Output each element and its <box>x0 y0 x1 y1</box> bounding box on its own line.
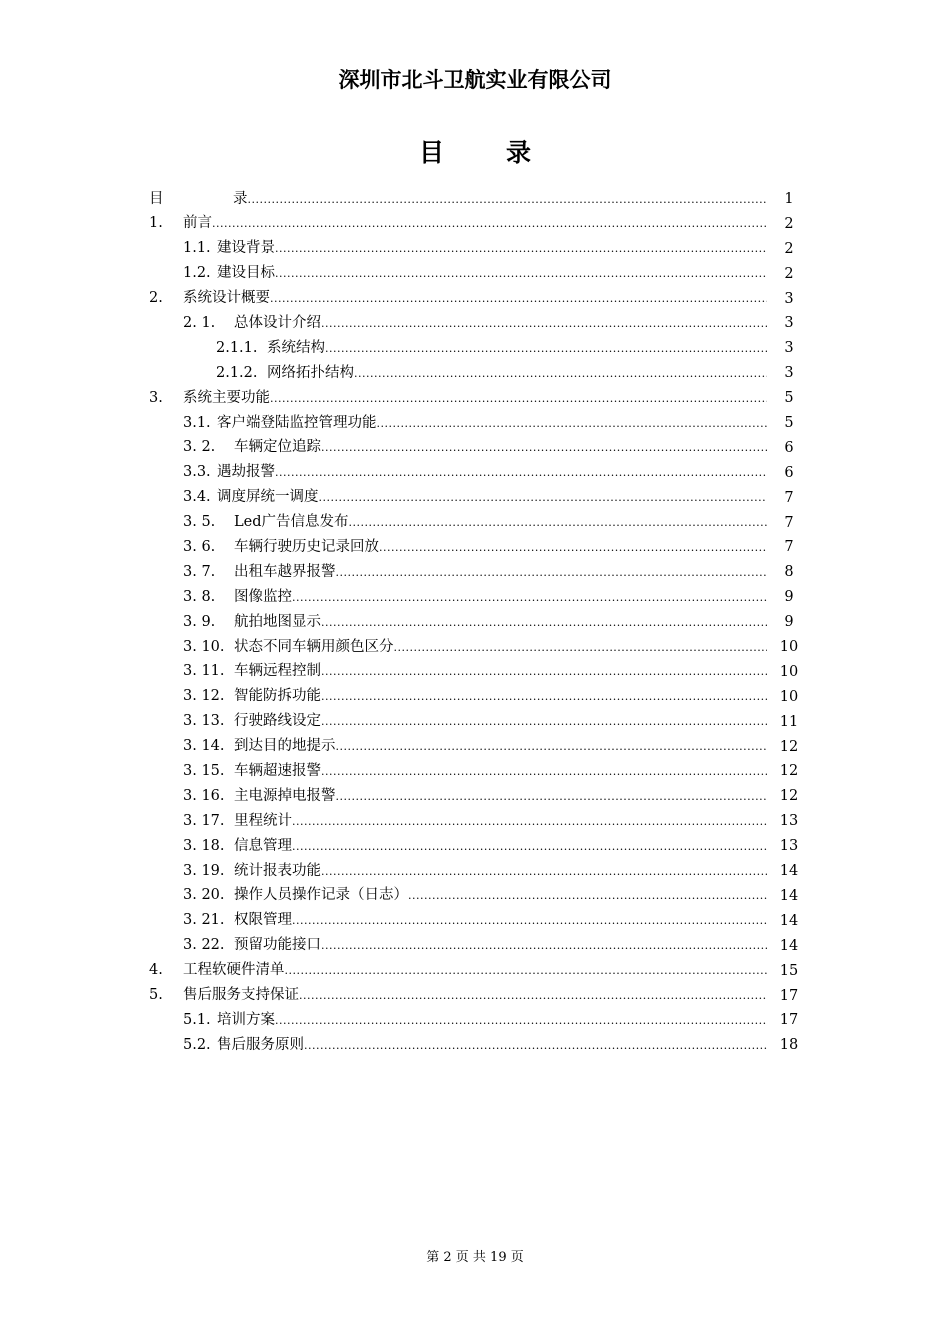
dot-leader <box>248 188 768 213</box>
toc-entry-page: 3 <box>784 290 794 307</box>
dot-leader <box>275 262 767 287</box>
toc-entry-text <box>149 933 777 959</box>
toc-entry-text <box>149 709 777 735</box>
toc-entry-page: 13 <box>779 813 799 830</box>
toc-entry-number: 3. 17. <box>183 812 225 829</box>
toc-entry-text <box>149 187 777 213</box>
toc-entry-number: 3. 12. <box>183 688 225 705</box>
toc-entry[interactable] <box>149 262 801 287</box>
dot-leader <box>319 486 768 511</box>
toc-entry-number: 1.2. <box>183 265 211 282</box>
toc-entry-page: 7 <box>784 539 794 556</box>
toc-entry[interactable] <box>149 411 801 436</box>
toc-entry[interactable] <box>149 461 801 486</box>
dot-leader <box>275 1009 767 1034</box>
toc-entry[interactable] <box>149 511 801 536</box>
toc-entry-text <box>149 411 777 437</box>
toc-entry[interactable] <box>149 610 801 635</box>
toc-entry-text <box>149 859 777 885</box>
toc-entry-label: 工程软硬件清单 <box>183 962 285 979</box>
dot-leader <box>275 237 767 262</box>
toc-entry-label: 操作人员操作记录（日志） <box>234 887 408 904</box>
toc-entry-page: 2 <box>784 215 794 232</box>
toc-entry-number: 1.1. <box>183 240 211 257</box>
dot-leader <box>349 511 768 536</box>
dot-leader <box>285 959 768 984</box>
toc-entry-text <box>149 261 777 287</box>
toc-entry-text <box>149 834 777 860</box>
toc-entry-text <box>149 211 777 237</box>
page-footer: 第 2 页 共 19 页 <box>426 1250 524 1265</box>
toc-entry-page: 14 <box>779 937 799 954</box>
toc-entry[interactable] <box>149 784 801 809</box>
toc-entry-number: 1. <box>149 215 163 232</box>
toc-entry-label: 车辆远程控制 <box>234 663 321 680</box>
toc-entry-label: 售后服务原则 <box>217 1036 304 1053</box>
toc-entry-label: 到达目的地提示 <box>234 738 336 755</box>
dot-leader <box>321 710 767 735</box>
toc-entry[interactable] <box>149 1033 801 1058</box>
dot-leader <box>325 337 767 362</box>
toc-entry-page: 7 <box>784 489 794 506</box>
toc-entry-page: 10 <box>779 688 799 705</box>
company-name: 深圳市北斗卫航实业有限公司 <box>338 68 612 92</box>
toc-entry-label: Led广告信息发布 <box>234 514 349 531</box>
toc-entry-text <box>149 361 777 387</box>
dot-leader <box>321 436 767 461</box>
toc-entry-page: 13 <box>779 838 799 855</box>
toc-entry-text <box>149 585 777 611</box>
toc-entry-number: 3.4. <box>183 489 211 506</box>
toc-entry-number: 5.2. <box>183 1036 211 1053</box>
table-of-contents <box>149 187 801 1058</box>
dot-leader <box>321 685 767 710</box>
toc-entry-number: 3. 9. <box>183 613 216 630</box>
toc-entry-label: 售后服务支持保证 <box>183 987 299 1003</box>
toc-entry-page: 17 <box>779 987 799 1004</box>
toc-entry-label: 前言 <box>183 215 212 232</box>
toc-entry-number: 3. 15. <box>183 762 225 779</box>
toc-entry-page: 10 <box>779 639 799 656</box>
toc-entry-text <box>149 460 777 486</box>
toc-entry[interactable] <box>149 710 801 735</box>
toc-entry-number: 3. 7. <box>183 563 216 580</box>
toc-entry[interactable] <box>149 809 801 834</box>
toc-entry-text <box>149 1008 777 1034</box>
toc-entry-page: 1 <box>784 191 794 207</box>
toc-entry[interactable] <box>149 635 801 660</box>
toc-entry-page: 8 <box>784 564 794 581</box>
toc-entry[interactable] <box>149 237 801 262</box>
toc-entry-page: 3 <box>784 315 794 332</box>
toc-entry-text <box>149 435 777 461</box>
toc-entry[interactable] <box>149 660 801 685</box>
toc-entry-text <box>149 510 777 536</box>
toc-entry[interactable] <box>149 336 801 361</box>
toc-entry-number: 3.3. <box>183 464 211 481</box>
toc-entry-label: 客户端登陆监控管理功能 <box>217 414 377 431</box>
toc-entry-label: 建设目标 <box>217 265 275 282</box>
toc-entry-label: 出租车越界报警 <box>234 563 336 580</box>
dot-leader <box>270 387 767 412</box>
toc-entry[interactable] <box>149 212 801 237</box>
toc-entry-number: 3. 21. <box>183 912 225 929</box>
dot-leader <box>212 212 767 237</box>
toc-entry-label: 里程统计 <box>234 812 292 829</box>
toc-entry[interactable] <box>149 486 801 511</box>
toc-entry[interactable] <box>149 959 801 984</box>
toc-entry-text <box>149 809 777 835</box>
toc-entry[interactable] <box>149 311 801 336</box>
toc-entry-text <box>149 759 777 785</box>
toc-entry-label: 网络拓扑结构 <box>267 364 354 381</box>
toc-entry-page: 5 <box>784 415 794 432</box>
toc-entry-label: 车辆超速报警 <box>234 762 321 779</box>
toc-entry[interactable] <box>149 735 801 760</box>
toc-title: 目录 <box>418 138 593 167</box>
toc-entry-number: 3. 8. <box>183 588 216 605</box>
dot-leader <box>321 760 767 785</box>
dot-leader <box>299 984 767 1009</box>
toc-entry-number: 3. 13. <box>183 713 225 730</box>
toc-entry-page: 11 <box>779 713 799 730</box>
toc-entry-number: 5.1. <box>183 1011 211 1028</box>
toc-entry-label: 车辆行驶历史记录回放 <box>234 538 379 555</box>
dot-leader <box>292 835 767 860</box>
toc-entry[interactable] <box>149 560 801 585</box>
dot-leader <box>321 934 767 959</box>
toc-entry-number: 4. <box>149 962 163 979</box>
toc-entry-number: 3. 18. <box>183 837 225 854</box>
dot-leader <box>336 785 768 810</box>
toc-entry-text <box>149 684 777 710</box>
toc-entry-page: 2 <box>784 240 794 257</box>
toc-entry[interactable] <box>149 834 801 859</box>
toc-entry[interactable] <box>149 361 801 386</box>
toc-entry-label: 系统结构 <box>267 339 325 356</box>
dot-leader <box>336 561 768 586</box>
dot-leader <box>321 611 767 636</box>
toc-entry[interactable] <box>149 287 801 312</box>
toc-entry-text <box>149 286 777 312</box>
toc-entry-text <box>149 883 777 909</box>
toc-entry-page: 7 <box>784 514 794 531</box>
toc-entry[interactable] <box>149 386 801 411</box>
toc-entry-label: 状态不同车辆用颜色区分 <box>234 638 394 655</box>
dot-leader <box>292 810 767 835</box>
toc-entry-page: 12 <box>779 788 799 805</box>
toc-entry-label: 行驶路线设定 <box>234 713 321 730</box>
toc-entry-label: 航拍地图显示 <box>234 613 321 630</box>
toc-entry[interactable] <box>149 585 801 610</box>
toc-entry-page: 18 <box>779 1037 799 1054</box>
toc-entry-number: 2. 1. <box>183 314 216 331</box>
dot-leader <box>336 735 768 760</box>
toc-entry-label: 系统设计概要 <box>183 290 270 307</box>
toc-entry-page: 3 <box>784 340 794 357</box>
toc-entry-text <box>149 386 777 412</box>
toc-entry-page: 14 <box>779 887 799 904</box>
toc-entry-label: 权限管理 <box>234 912 292 929</box>
toc-entry-label: 录 <box>233 190 248 207</box>
toc-entry[interactable] <box>149 984 801 1009</box>
toc-entry-text <box>149 336 777 362</box>
toc-entry-number: 3. 14. <box>183 738 225 755</box>
toc-entry[interactable] <box>149 934 801 959</box>
toc-entry-text <box>149 734 777 760</box>
toc-entry-page: 12 <box>779 763 799 780</box>
toc-entry-page: 17 <box>779 1012 799 1029</box>
toc-entry[interactable] <box>149 1008 801 1033</box>
toc-entry-text <box>149 236 777 262</box>
toc-entry-text <box>149 535 777 561</box>
toc-entry-number: 3. 5. <box>183 514 216 531</box>
toc-entry-label: 培训方案 <box>217 1011 275 1028</box>
toc-entry[interactable] <box>149 759 801 784</box>
toc-entry-number: 3. 6. <box>183 538 216 555</box>
toc-entry-label: 调度屏统一调度 <box>217 489 319 506</box>
dot-leader <box>275 461 767 486</box>
toc-entry-number: 目 <box>149 190 164 207</box>
toc-entry-text <box>149 908 777 934</box>
toc-entry-page: 9 <box>784 614 794 631</box>
dot-leader <box>377 412 768 437</box>
dot-leader <box>270 287 767 312</box>
toc-entry[interactable] <box>149 859 801 884</box>
toc-entry-text <box>149 1033 777 1059</box>
toc-entry-label: 遇劫报警 <box>217 464 275 481</box>
toc-entry-page: 14 <box>779 912 799 929</box>
toc-entry-number: 3.1. <box>183 414 211 431</box>
toc-entry-text <box>149 485 777 511</box>
toc-entry-text <box>149 983 777 1009</box>
toc-entry-label: 主电源掉电报警 <box>234 787 336 804</box>
toc-entry-number: 2.1.2. <box>216 364 258 381</box>
dot-leader <box>321 660 767 685</box>
toc-entry-number: 3. 10. <box>183 638 225 655</box>
toc-entry-number: 3. 16. <box>183 787 225 804</box>
toc-entry-number: 3. <box>149 389 163 406</box>
dot-leader <box>292 586 767 611</box>
toc-entry-page: 6 <box>784 439 794 456</box>
toc-entry[interactable] <box>149 884 801 909</box>
toc-entry-page: 6 <box>784 464 794 481</box>
toc-entry-page: 5 <box>784 390 794 407</box>
toc-entry[interactable] <box>149 187 801 212</box>
toc-entry-label: 图像监控 <box>234 588 292 605</box>
toc-entry-page: 12 <box>779 738 799 755</box>
dot-leader <box>379 536 767 561</box>
toc-entry[interactable] <box>149 535 801 560</box>
toc-entry-text <box>149 311 777 337</box>
toc-entry-page: 10 <box>779 663 799 680</box>
toc-entry-label: 车辆定位追踪 <box>234 439 321 456</box>
toc-entry-text <box>149 958 777 984</box>
toc-entry-number: 5. <box>149 987 163 1003</box>
toc-entry-number: 3. 2. <box>183 439 216 456</box>
toc-entry-page: 14 <box>779 863 799 880</box>
toc-entry-label: 统计报表功能 <box>234 862 321 879</box>
toc-entry-page: 9 <box>784 589 794 606</box>
dot-leader <box>321 860 767 885</box>
toc-entry-text <box>149 784 777 810</box>
dot-leader <box>321 312 767 337</box>
toc-entry-number: 2. <box>149 290 163 307</box>
toc-entry-label: 总体设计介绍 <box>234 314 321 331</box>
toc-entry[interactable] <box>149 685 801 710</box>
toc-entry-label: 信息管理 <box>234 837 292 854</box>
toc-entry-number: 2.1.1. <box>216 339 258 356</box>
dot-leader <box>408 884 767 909</box>
toc-entry-number: 3. 19. <box>183 862 225 879</box>
toc-entry-text <box>149 610 777 636</box>
toc-entry-number: 3. 20. <box>183 887 225 904</box>
toc-entry-number: 3. 11. <box>183 663 225 680</box>
dot-leader <box>394 636 768 661</box>
toc-entry-label: 建设背景 <box>217 240 275 257</box>
dot-leader <box>292 909 767 934</box>
dot-leader <box>354 362 767 387</box>
dot-leader <box>304 1034 767 1059</box>
toc-entry[interactable] <box>149 909 801 934</box>
toc-entry-text <box>149 635 777 661</box>
toc-entry-label: 智能防拆功能 <box>234 688 321 705</box>
toc-entry-text <box>149 560 777 586</box>
toc-entry-text <box>149 659 777 685</box>
toc-entry-label: 系统主要功能 <box>183 389 270 406</box>
toc-entry-label: 预留功能接口 <box>234 937 321 954</box>
toc-entry-page: 3 <box>784 365 794 382</box>
toc-entry-number: 3. 22. <box>183 937 225 954</box>
toc-entry-page: 2 <box>784 265 794 282</box>
toc-entry-page: 15 <box>779 962 799 979</box>
toc-entry[interactable] <box>149 436 801 461</box>
